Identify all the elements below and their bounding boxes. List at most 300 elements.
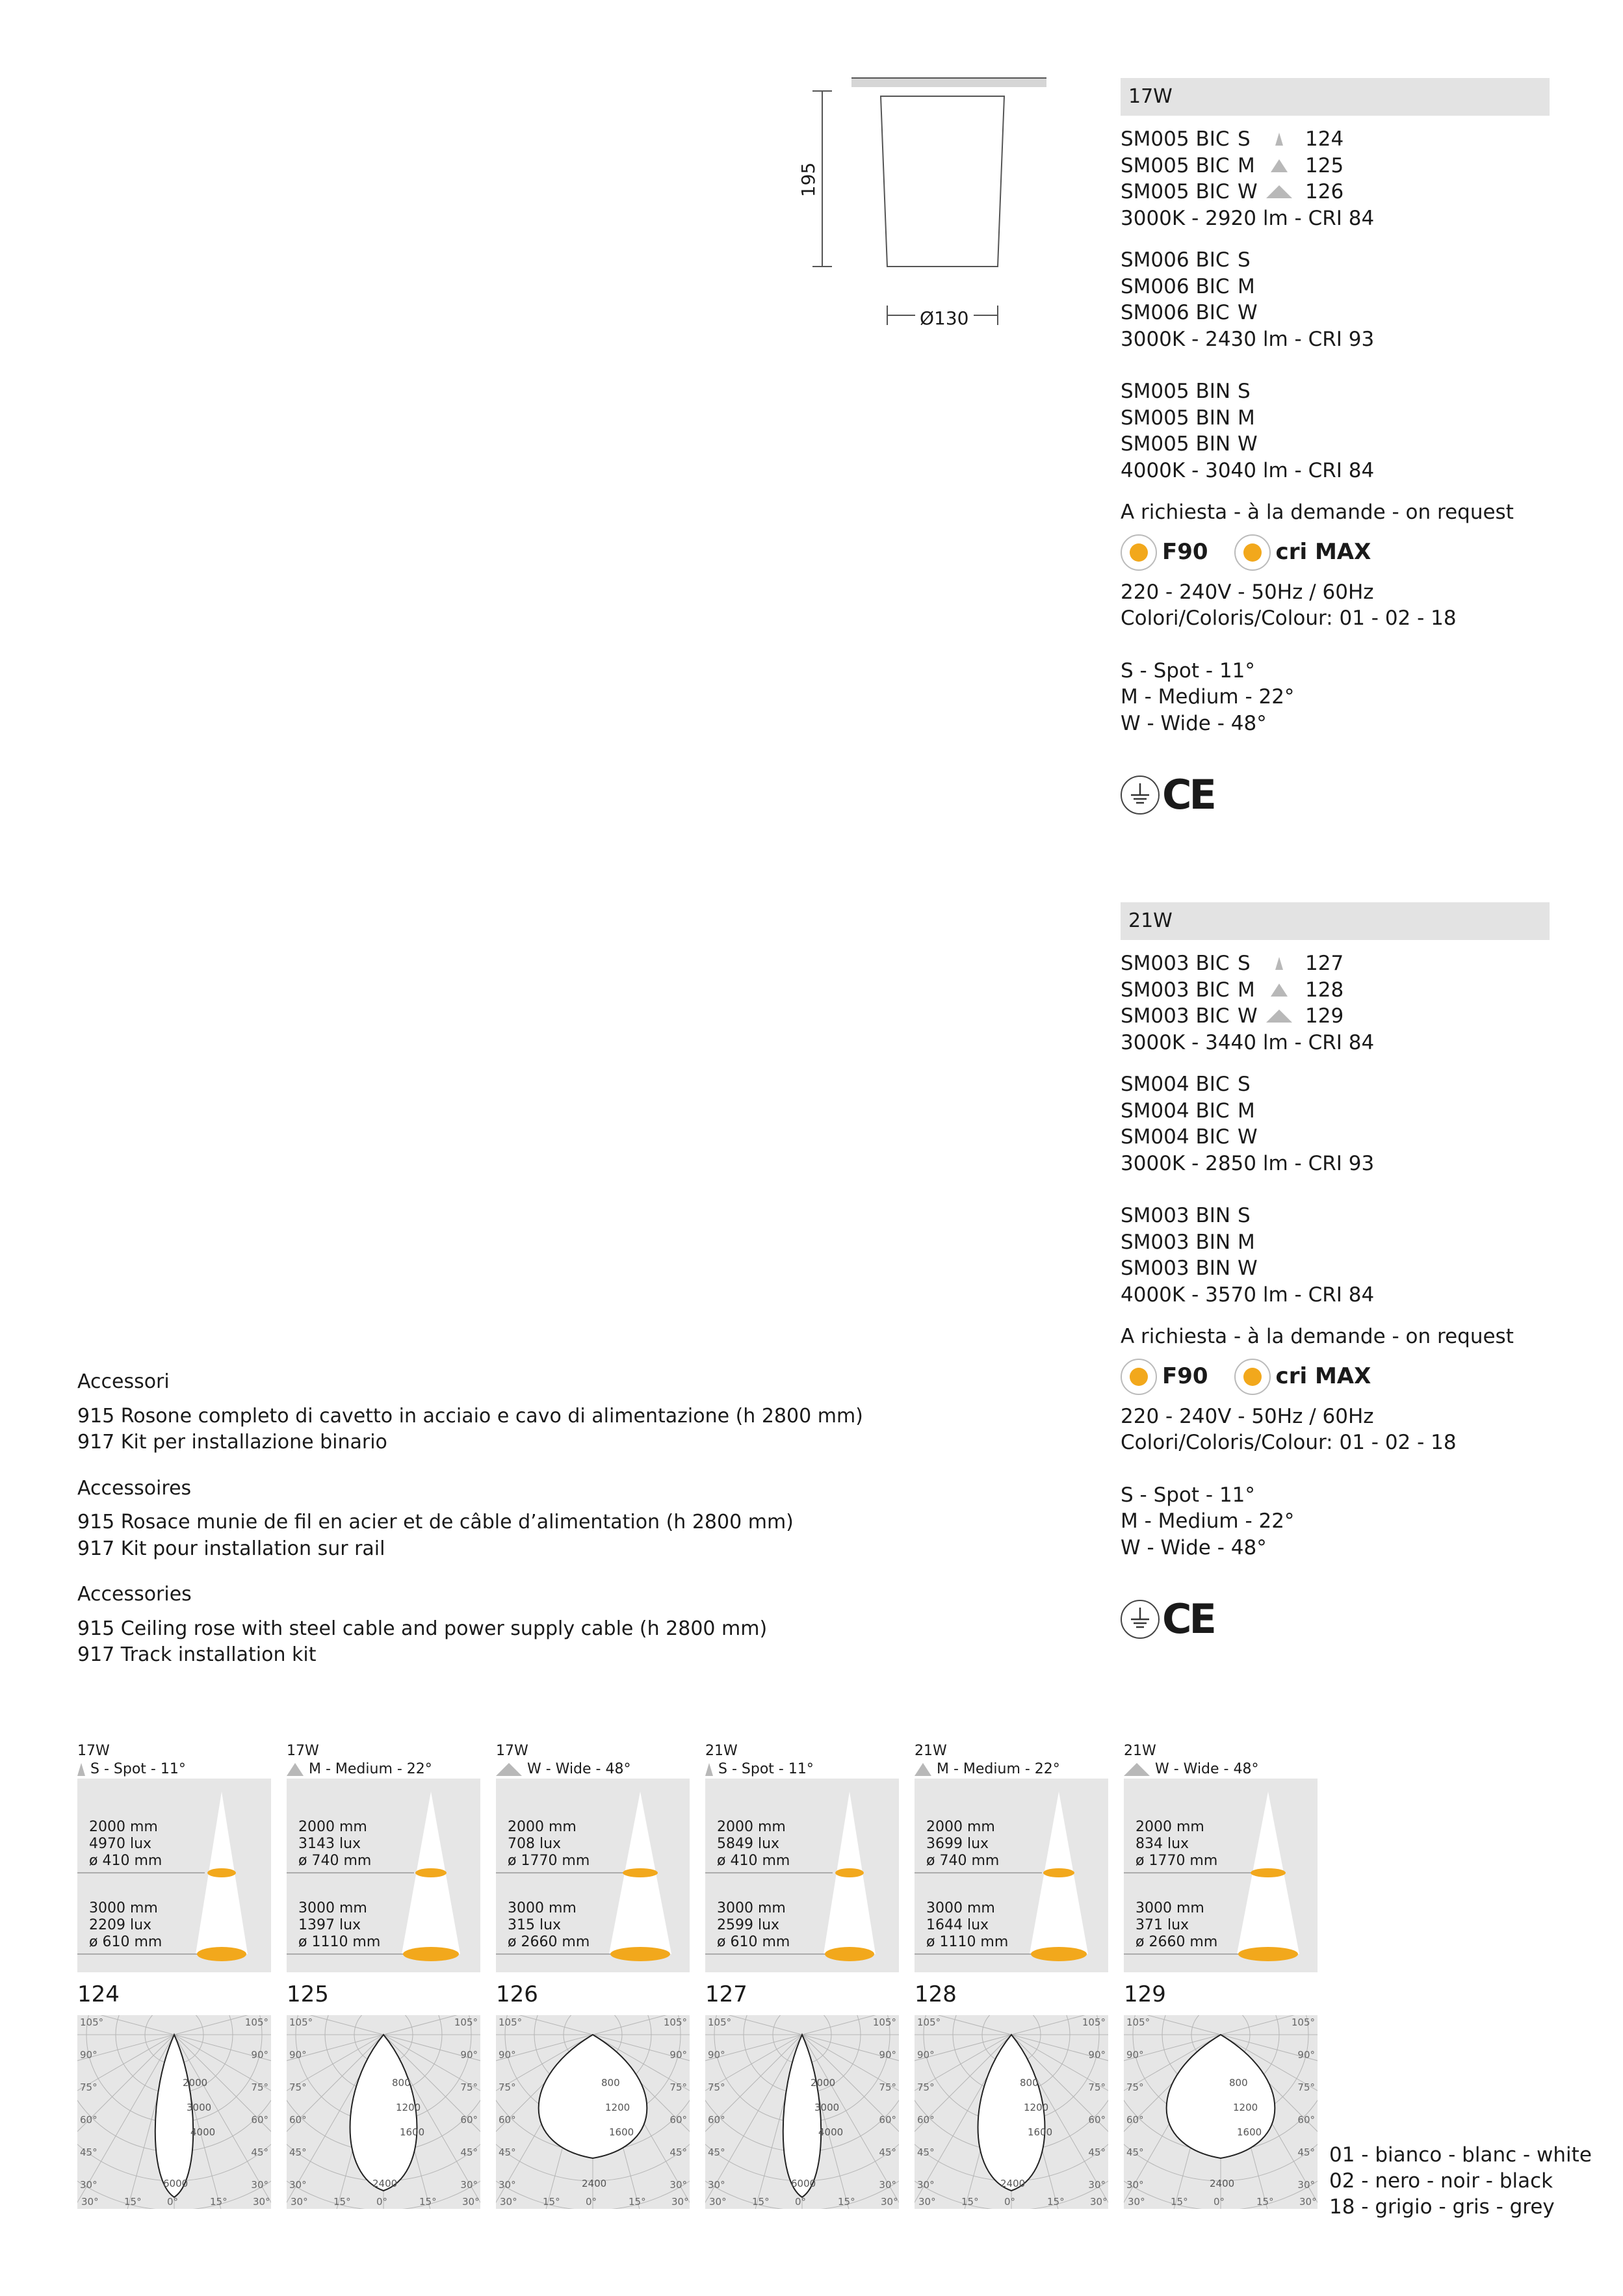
beam-type-line [705, 1760, 899, 1779]
beam-letter: M [1238, 274, 1255, 298]
polar-angle-label: 15° [838, 2196, 855, 2208]
polar-angle-label: 60° [669, 2114, 687, 2126]
polar-angle-label: 90° [460, 2049, 478, 2061]
polar-angle-label: 30° [709, 2196, 727, 2208]
beam-letter: S [1238, 952, 1251, 975]
product-row [1121, 1229, 1550, 1256]
polar-angle-label: 45° [499, 2146, 516, 2158]
beam-chart-header [1124, 1742, 1318, 1779]
polar-ring-label: 2000 [811, 2077, 836, 2089]
polar-angle-label: 15° [1256, 2196, 1274, 2208]
polar-angle-label: 15° [210, 2196, 227, 2208]
product-row [1121, 950, 1550, 977]
beam-chart [705, 1742, 899, 2209]
colour-legend [1329, 2142, 1592, 2220]
photometric-ref: 125 [1305, 153, 1344, 177]
beam-power: 21W [1124, 1743, 1156, 1759]
product-info: 3000K - 2920 lm - CRI 84 [1121, 206, 1375, 230]
product-code: SM005 BIN [1121, 406, 1231, 430]
polar-angle-label: 105° [244, 2016, 268, 2028]
spacer [1121, 352, 1550, 378]
legend-item: 01 - bianco - blanc - white [1329, 2143, 1592, 2167]
polar-angle-label: 0° [795, 2196, 807, 2208]
polar-angle-label: 60° [460, 2114, 478, 2126]
product-row [1121, 1003, 1550, 1030]
beam-type: W - Wide - 48° [1155, 1761, 1259, 1777]
photometric-ref: 126 [496, 1981, 538, 2007]
polar-angle-label: 90° [669, 2049, 687, 2061]
beam-chart [77, 1742, 271, 2209]
polar-angle-label: 45° [289, 2146, 307, 2158]
polar-angle-label: 105° [289, 2016, 313, 2028]
product-row [1121, 247, 1550, 274]
product-code: SM003 BIN [1121, 1204, 1231, 1227]
beam-measure-2000 [89, 1819, 162, 1870]
polar-ring-label: 6000 [791, 2178, 816, 2189]
beam-triangle-icon [1266, 185, 1292, 198]
product-code: SM003 BIN [1121, 1257, 1231, 1280]
product-row [1121, 1098, 1550, 1125]
voltage: 220 - 240V - 50Hz / 60Hz [1121, 1404, 1374, 1428]
lux: 1397 lux [298, 1917, 361, 1933]
beam-type: W - Wide - 48° [1121, 1535, 1267, 1559]
lux: 708 lux [508, 1836, 562, 1852]
spec-block-21w [1121, 902, 1550, 1645]
accessory-block [77, 1476, 987, 1563]
polar-angle-label: 105° [663, 2016, 687, 2028]
polar-angle-label: 105° [1126, 2016, 1150, 2028]
beam-measure-2000 [298, 1819, 371, 1870]
product-info: 4000K - 3040 lm - CRI 84 [1121, 458, 1375, 482]
polar-angle-label: 15° [543, 2196, 560, 2208]
photometric-ref: 128 [1305, 978, 1344, 1002]
polar-angle-label: 15° [961, 2196, 979, 2208]
beam-measure-2000 [926, 1819, 999, 1870]
polar-diagram [287, 2015, 480, 2209]
beam-type: S - Spot - 11° [1121, 1483, 1255, 1507]
spacer [1121, 1308, 1550, 1324]
product-code: SM005 BIC [1121, 153, 1230, 177]
option-label: F90 [1162, 539, 1208, 566]
distance: 2000 mm [298, 1819, 367, 1835]
photometric-ref: 129 [1305, 1004, 1344, 1028]
certifications [1121, 769, 1550, 821]
polar-angle-label: 45° [1297, 2146, 1315, 2158]
polar-angle-label: 75° [251, 2081, 268, 2093]
option-icon [1234, 1359, 1271, 1395]
lux: 4970 lux [89, 1836, 152, 1852]
product-info: 3000K - 3440 lm - CRI 84 [1121, 1030, 1375, 1054]
lux: 315 lux [508, 1917, 562, 1933]
beam-triangle-icon [1275, 133, 1283, 146]
polar-angle-label: 45° [1088, 2146, 1106, 2158]
product-row [1121, 977, 1550, 1004]
beam-type: W - Wide - 48° [527, 1761, 631, 1777]
polar-ring-label: 1600 [400, 2126, 425, 2138]
product-row [1121, 179, 1550, 205]
beam-power: 17W [496, 1743, 528, 1759]
polar-angle-label: 30° [1090, 2196, 1108, 2208]
product-code: SM003 BIC [1121, 952, 1230, 975]
diameter-dimension: Ø130 [920, 307, 969, 329]
spec-block-17w [1121, 78, 1550, 821]
polar-ring-label: 1200 [1024, 2102, 1049, 2113]
option-icon [1121, 534, 1157, 571]
beam-letter: S [1238, 1204, 1251, 1227]
beam-letter: M [1238, 1230, 1255, 1254]
ce-mark-icon: CE [1162, 770, 1214, 818]
polar-ring-label: 2000 [183, 2077, 208, 2089]
beam-triangle-cell [1265, 378, 1293, 405]
polar-angle-label: 30° [500, 2196, 517, 2208]
polar-ring-label: 3000 [187, 2102, 212, 2113]
product-row [1121, 1124, 1550, 1151]
polar-angle-label: 75° [1126, 2081, 1144, 2093]
polar-angle-label: 45° [251, 2146, 268, 2158]
polar-angle-label: 90° [879, 2049, 896, 2061]
beam-triangle-cell [1265, 1124, 1293, 1151]
distance: 2000 mm [926, 1819, 995, 1835]
diameter: ø 740 mm [298, 1853, 372, 1869]
ground-icon [1121, 1600, 1160, 1639]
polar-ring-label: 1600 [609, 2126, 634, 2138]
product-code: SM005 BIC [1121, 180, 1230, 203]
polar-angle-label: 105° [499, 2016, 523, 2028]
certifications [1121, 1593, 1550, 1645]
beam-triangle-icon [915, 1763, 931, 1776]
beam-triangle-cell [1265, 1003, 1293, 1030]
beam-type: M - Medium - 22° [1121, 1509, 1295, 1533]
accessory-block [77, 1369, 987, 1456]
polar-angle-label: 60° [1297, 2114, 1315, 2126]
distance: 3000 mm [717, 1900, 786, 1916]
polar-ring-label: 2400 [1000, 2178, 1026, 2189]
polar-angle-label: 90° [289, 2049, 307, 2061]
beam-letter: S [1238, 248, 1251, 272]
product-code: SM006 BIC [1121, 301, 1230, 324]
diameter: ø 2660 mm [1136, 1934, 1218, 1950]
options-row [1121, 530, 1550, 575]
beam-type-line [1124, 1760, 1318, 1779]
beam-cone-box [915, 1779, 1108, 1972]
beam-letter: W [1238, 301, 1258, 324]
polar-angle-label: 45° [460, 2146, 478, 2158]
polar-angle-label: 75° [499, 2081, 516, 2093]
legend-item: 02 - nero - noir - black [1329, 2169, 1553, 2193]
beam-type: M - Medium - 22° [309, 1761, 432, 1777]
product-row [1121, 300, 1550, 326]
polar-diagram [705, 2015, 899, 2209]
lux: 2209 lux [89, 1917, 152, 1933]
polar-angle-label: 105° [872, 2016, 896, 2028]
polar-angle-label: 90° [499, 2049, 516, 2061]
polar-angle-label: 45° [708, 2146, 725, 2158]
beam-chart [496, 1742, 690, 2209]
height-dimension: 195 [798, 162, 820, 198]
spacer [1121, 1561, 1550, 1587]
product-row [1121, 378, 1550, 405]
polar-angle-label: 90° [80, 2049, 97, 2061]
polar-angle-label: 0° [167, 2196, 179, 2208]
diameter: ø 740 mm [926, 1853, 1000, 1869]
product-code: SM004 BIC [1121, 1125, 1230, 1149]
beam-triangle-icon [705, 1763, 713, 1776]
polar-angle-label: 75° [460, 2081, 478, 2093]
lux: 1644 lux [926, 1917, 989, 1933]
polar-angle-label: 75° [879, 2081, 896, 2093]
beam-letter: S [1238, 1073, 1251, 1096]
polar-angle-label: 105° [708, 2016, 732, 2028]
polar-angle-label: 60° [1126, 2114, 1144, 2126]
diameter: ø 610 mm [89, 1934, 162, 1950]
distance: 3000 mm [508, 1900, 577, 1916]
polar-angle-label: 30° [918, 2196, 936, 2208]
polar-angle-label: 90° [251, 2049, 268, 2061]
beam-triangle-icon [287, 1763, 304, 1776]
polar-angle-label: 75° [289, 2081, 307, 2093]
option-label: cri MAX [1275, 539, 1371, 566]
beam-power: 17W [77, 1743, 110, 1759]
polar-angle-label: 45° [917, 2146, 935, 2158]
polar-angle-label: 60° [917, 2114, 935, 2126]
diameter: ø 1110 mm [298, 1934, 381, 1950]
polar-angle-label: 15° [629, 2196, 646, 2208]
beam-type: S - Spot - 11° [90, 1761, 186, 1777]
diameter: ø 410 mm [89, 1853, 162, 1869]
polar-angle-label: 75° [1088, 2081, 1106, 2093]
beam-measure-3000 [298, 1900, 380, 1951]
product-code: SM004 BIC [1121, 1099, 1230, 1123]
product-info: 4000K - 3570 lm - CRI 84 [1121, 1283, 1375, 1307]
polar-angle-label: 60° [708, 2114, 725, 2126]
diameter: ø 2660 mm [508, 1934, 590, 1950]
distance: 3000 mm [1136, 1900, 1204, 1916]
ground-icon [1121, 776, 1160, 815]
polar-angle-label: 0° [1004, 2196, 1016, 2208]
beam-measure-2000 [508, 1819, 590, 1870]
polar-angle-label: 30° [1297, 2179, 1315, 2191]
polar-angle-label: 15° [752, 2196, 770, 2208]
polar-ring-label: 800 [392, 2077, 411, 2089]
spacer [1121, 737, 1550, 763]
photometric-ref: 127 [705, 1981, 747, 2007]
polar-angle-label: 45° [1126, 2146, 1144, 2158]
beam-chart-header [496, 1742, 690, 1779]
accessory-title: Accessories [77, 1583, 192, 1606]
beam-triangle-cell [1265, 431, 1293, 458]
polar-ring-label: 1200 [1233, 2102, 1258, 2113]
accessories-section [77, 1369, 987, 1688]
polar-angle-label: 105° [80, 2016, 104, 2028]
beam-triangle-cell [1265, 274, 1293, 300]
distance: 2000 mm [717, 1819, 786, 1835]
beam-triangle-icon [77, 1763, 85, 1776]
polar-angle-label: 45° [80, 2146, 97, 2158]
beam-chart-header [287, 1742, 480, 1779]
spacer [1121, 1177, 1550, 1203]
beam-triangle-cell [1265, 1098, 1293, 1125]
lux: 5849 lux [717, 1836, 780, 1852]
beam-measure-3000 [926, 1900, 1008, 1951]
spacer [1121, 632, 1550, 658]
polar-angle-label: 30° [879, 2179, 896, 2191]
polar-angle-label: 45° [879, 2146, 896, 2158]
polar-angle-label: 15° [1171, 2196, 1188, 2208]
beam-type-line [77, 1760, 271, 1779]
beam-chart [915, 1742, 1108, 2209]
polar-angle-label: 0° [1214, 2196, 1225, 2208]
beam-measure-2000 [717, 1819, 790, 1870]
polar-angle-label: 15° [333, 2196, 351, 2208]
beam-triangle-cell [1265, 1229, 1293, 1256]
accessory-item: 917 Kit per installazione binario [77, 1431, 387, 1454]
beam-power: 21W [915, 1743, 947, 1759]
beam-measure-3000 [89, 1900, 162, 1951]
beam-measure-3000 [1136, 1900, 1217, 1951]
polar-ring-label: 6000 [163, 2178, 188, 2189]
power-header: 21W [1121, 902, 1550, 940]
accessory-title: Accessoires [77, 1476, 192, 1500]
accessory-block [77, 1582, 987, 1669]
polar-angle-label: 105° [1082, 2016, 1106, 2028]
beam-letter: W [1238, 1125, 1258, 1149]
product-code: SM006 BIC [1121, 274, 1230, 298]
polar-angle-label: 30° [1299, 2196, 1317, 2208]
beam-letter: M [1238, 406, 1255, 430]
beam-measure-3000 [508, 1900, 590, 1951]
technical-drawing [783, 72, 1056, 345]
polar-angle-label: 30° [460, 2179, 478, 2191]
spacer [1121, 1056, 1550, 1071]
polar-angle-label: 30° [917, 2179, 935, 2191]
accessory-item: 915 Rosone completo di cavetto in acciaio e cavo di alimentazione (h 2800 mm) [77, 1404, 863, 1428]
polar-angle-label: 75° [1297, 2081, 1315, 2093]
beam-triangle-icon [1271, 984, 1288, 997]
polar-angle-label: 30° [1128, 2196, 1145, 2208]
option-dot [1130, 543, 1148, 562]
diameter: ø 610 mm [717, 1934, 790, 1950]
beam-cone-box [1124, 1779, 1318, 1972]
beam-cone-box [496, 1779, 690, 1972]
polar-angle-label: 30° [671, 2196, 689, 2208]
beam-triangle-cell [1265, 1071, 1293, 1098]
beam-letter: M [1238, 153, 1255, 177]
beam-triangle-cell [1265, 179, 1293, 205]
polar-ring-label: 1200 [605, 2102, 630, 2113]
polar-ring-label: 1600 [1237, 2126, 1262, 2138]
beam-triangle-icon [496, 1763, 522, 1776]
polar-ring-label: 4000 [818, 2126, 844, 2138]
diameter: ø 1110 mm [926, 1934, 1009, 1950]
polar-diagram [915, 2015, 1108, 2209]
polar-angle-label: 60° [80, 2114, 97, 2126]
polar-ring-label: 800 [1020, 2077, 1039, 2089]
polar-angle-label: 60° [499, 2114, 516, 2126]
option-dot [1243, 543, 1262, 562]
beam-chart-header [705, 1742, 899, 1779]
beam-letter: S [1238, 127, 1251, 151]
power-header: 17W [1121, 78, 1550, 116]
polar-angle-label: 30° [291, 2196, 308, 2208]
beam-triangle-cell [1265, 126, 1293, 153]
polar-angle-label: 105° [1291, 2016, 1315, 2028]
photometric-ref: 126 [1305, 180, 1344, 203]
polar-angle-label: 75° [669, 2081, 687, 2093]
beam-measure-2000 [1136, 1819, 1217, 1870]
polar-angle-label: 15° [124, 2196, 142, 2208]
polar-diagram [496, 2015, 690, 2209]
polar-angle-label: 30° [499, 2179, 516, 2191]
product-code: SM005 BIN [1121, 432, 1231, 456]
polar-angle-label: 60° [1088, 2114, 1106, 2126]
polar-ring-label: 2400 [372, 2178, 398, 2189]
beam-triangle-cell [1265, 977, 1293, 1004]
polar-ring-label: 2400 [1210, 2178, 1235, 2189]
beam-type-line [287, 1760, 480, 1779]
product-row [1121, 1071, 1550, 1098]
beam-letter: S [1238, 380, 1251, 403]
polar-diagram [77, 2015, 271, 2209]
distance: 3000 mm [89, 1900, 158, 1916]
accessory-item: 915 Rosace munie de fil en acier et de câble d’alimentation (h 2800 mm) [77, 1511, 794, 1533]
polar-angle-label: 15° [419, 2196, 437, 2208]
photometric-ref: 128 [915, 1981, 957, 2007]
accessory-item: 917 Track installation kit [77, 1643, 317, 1666]
polar-ring-label: 3000 [814, 2102, 840, 2113]
beam-type: M - Medium - 22° [1121, 685, 1295, 709]
spacer [1121, 484, 1550, 499]
distance: 2000 mm [508, 1819, 577, 1835]
polar-angle-label: 30° [462, 2196, 480, 2208]
distance: 2000 mm [89, 1819, 158, 1835]
product-info: 3000K - 2850 lm - CRI 93 [1121, 1151, 1375, 1175]
polar-angle-label: 90° [917, 2049, 935, 2061]
beam-triangle-icon [1271, 159, 1288, 172]
beam-type-line [496, 1760, 690, 1779]
accessory-title: Accessori [77, 1370, 170, 1393]
product-row [1121, 405, 1550, 432]
beam-type-line [915, 1760, 1108, 1779]
polar-angle-label: 90° [1088, 2049, 1106, 2061]
product-code: SM005 BIC [1121, 127, 1230, 151]
polar-angle-label: 0° [376, 2196, 388, 2208]
ce-mark-icon: CE [1162, 1595, 1214, 1643]
product-code: SM004 BIC [1121, 1073, 1230, 1096]
product-code: SM003 BIC [1121, 978, 1230, 1002]
polar-angle-label: 30° [669, 2179, 687, 2191]
product-code: SM003 BIN [1121, 1230, 1231, 1254]
polar-ring-label: 4000 [190, 2126, 216, 2138]
beam-type: S - Spot - 11° [718, 1761, 814, 1777]
option-dot [1130, 1368, 1148, 1386]
product-row [1121, 274, 1550, 300]
polar-ring-label: 1200 [396, 2102, 421, 2113]
distance: 2000 mm [1136, 1819, 1204, 1835]
accessory-item: 915 Ceiling rose with steel cable and power supply cable (h 2800 mm) [77, 1617, 768, 1640]
polar-angle-label: 90° [708, 2049, 725, 2061]
product-row [1121, 126, 1550, 153]
polar-angle-label: 30° [1088, 2179, 1106, 2191]
option-dot [1243, 1368, 1262, 1386]
polar-angle-label: 60° [289, 2114, 307, 2126]
beam-triangle-cell [1265, 153, 1293, 179]
polar-angle-label: 30° [289, 2179, 307, 2191]
polar-angle-label: 90° [1126, 2049, 1144, 2061]
polar-angle-label: 45° [669, 2146, 687, 2158]
distance: 3000 mm [298, 1900, 367, 1916]
beam-type: S - Spot - 11° [1121, 659, 1255, 683]
polar-angle-label: 30° [81, 2196, 99, 2208]
